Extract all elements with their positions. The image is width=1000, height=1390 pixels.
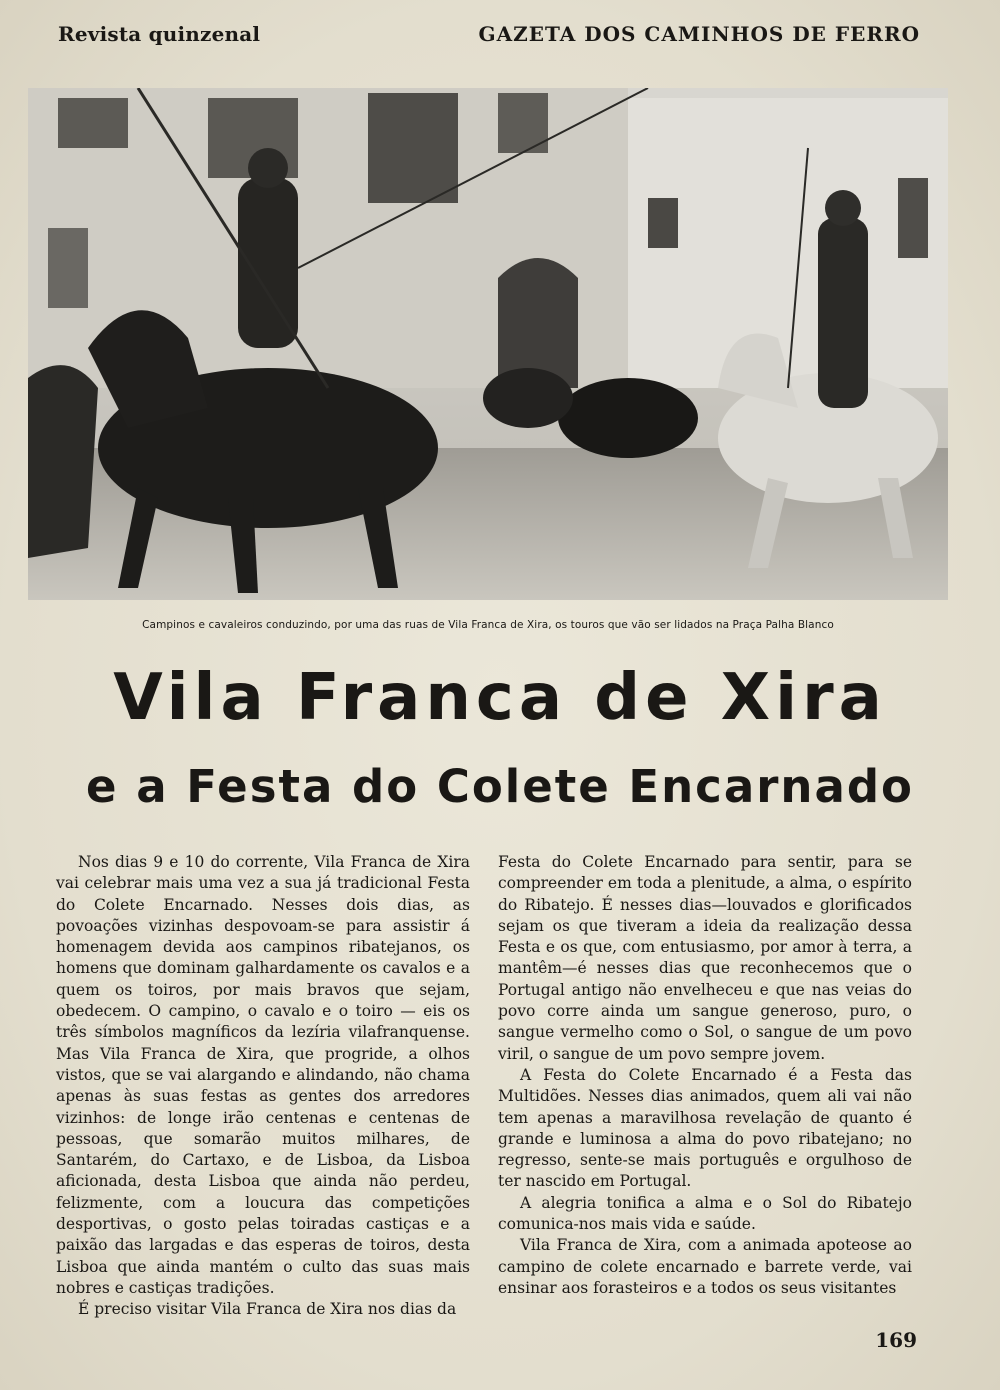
- article-column-left: [56, 852, 470, 1321]
- article-paragraph: Vila Franca de Xira, com a animada apoteose ao campino de colete encarnado e barrete verde, vai ensinar aos forasteiros e a todos os seus visitantes: [498, 1236, 912, 1297]
- article-paragraph: A alegria tonifica a alma e o Sol do Ribatejo comunica-nos mais vida e saúde.: [498, 1193, 912, 1234]
- article-paragraph: Festa do Colete Encarnado para sentir, para se compreender em toda a plenitude, a alma, o espírito do Ribatejo. É nesses dias—louvados e glorificados sejam os que tiveram a ideia da realização dessa Festa e os que, com entusiasmo, por amor à terra, a mantêm—é nesses dias que reconhecemos que o Portugal antigo não envelheceu e que nas veias do povo corre ainda um sangue generoso, puro, o sangue vermelho como o Sol, o sangue de um povo viril, o sangue de um povo sempre jovem.: [498, 853, 912, 1063]
- article-column-right: [498, 852, 912, 1299]
- photo-caption: Campinos e cavaleiros conduzindo, por uma das ruas de Vila Franca de Xira, os touros que vão ser lidados na Praça Palha Blanco: [142, 619, 834, 631]
- article-title: Vila Franca de Xira: [113, 661, 887, 735]
- article-paragraph: É preciso visitar Vila Franca de Xira nos dias da: [78, 1300, 457, 1319]
- page-number: 169: [875, 1328, 917, 1352]
- article-paragraph: Nos dias 9 e 10 do corrente, Vila Franca de Xira vai celebrar mais uma vez a sua já tradicional Festa do Colete Encarnado. Nesses dois dias, as povoações vizinhas despovoam-se para assistir á homenagem devida aos campinos ribatejanos, os homens que dominam galhardamente os cavalos e a quem os toiros, por mais bravos que sejam, obedecem. O campino, o cavalo e o toiro — eis os três símbolos magníficos da lezíria vilafranquense. Mas Vila Franca de Xira, que progride, a olhos vistos, que se vai alargando e alindando, não chama apenas às suas festas as gentes dos arredores vizinhos: de longe irão centenas e centenas de pessoas, que somarão muitos milhares, de Santarém, do Cartaxo, e de Lisboa, da Lisboa aficionada, desta Lisboa que ainda não perdeu, felizmente, com a loucura das competições desportivas, o gosto pelas toiradas castiças e a paixão das largadas e das esperas de toiros, desta Lisboa que ainda mantém o culto das suas mais nobres e castiças tradições.: [56, 853, 470, 1297]
- article-paragraph: A Festa do Colete Encarnado é a Festa das Multidões. Nesses dias animados, quem ali vai não tem apenas a maravilhosa revelação de quanto é grande e luminosa a alma do povo ribatejano; no regresso, sente-se mais português e orgulhoso de ter nascido em Portugal.: [498, 1065, 912, 1191]
- publication-title: GAZETA DOS CAMINHOS DE FERRO: [478, 22, 920, 46]
- publication-frequency: Revista quinzenal: [58, 22, 261, 46]
- street-photo: [28, 88, 948, 600]
- article-subtitle: e a Festa do Colete Encarnado: [86, 760, 914, 813]
